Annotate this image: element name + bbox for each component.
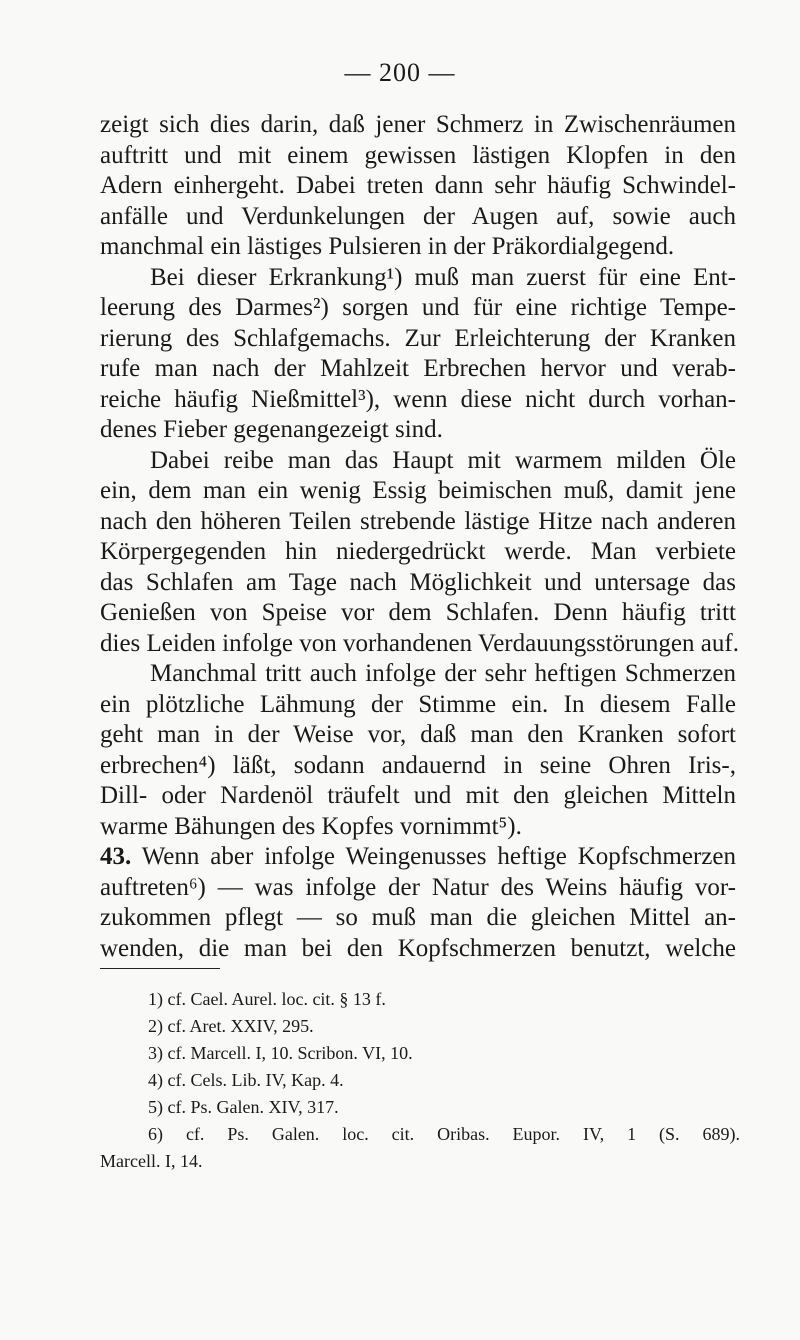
- text-line-content: dies Leiden infolge von vorhandenen Verdauungsstörungen auf.: [100, 629, 739, 657]
- body-text: [100, 110, 739, 964]
- text-line: [100, 324, 736, 355]
- footnote: Marcell. I, 14.: [100, 1151, 203, 1171]
- text-line-content: Dill- oder Nardenöl träufelt und mit den gleichen Mitteln: [100, 782, 736, 809]
- text-line: [100, 720, 736, 751]
- text-line: [100, 598, 736, 629]
- text-line: [100, 873, 736, 904]
- text-line-content: ein, dem man ein wenig Essig beimischen muß, damit jene: [100, 477, 736, 504]
- text-line-content: nach den höheren Teilen strebende lästige Hitze nach anderen: [100, 507, 736, 535]
- text-line: [100, 293, 736, 324]
- text-line-content: rierung des Schlafgemachs. Zur Erleichterung der Kranken: [100, 324, 736, 352]
- text-line-content: Wenn aber infolge Weingenusses heftige Kopfschmerzen: [141, 843, 736, 870]
- footnote: 6) cf. Ps. Galen. loc. cit. Oribas. Eupor. IV, 1 (S. 689).: [148, 1124, 740, 1144]
- footnote: 5) cf. Ps. Galen. XIV, 317.: [148, 1097, 339, 1117]
- footnote: 4) cf. Cels. Lib. IV, Kap. 4.: [148, 1070, 344, 1090]
- footnotes: [100, 986, 740, 1175]
- text-line: [100, 202, 736, 233]
- text-line-content: Dabei reibe man das Haupt mit warmem milden Öle: [150, 446, 736, 474]
- footnote: 1) cf. Cael. Aurel. loc. cit. § 13 f.: [148, 989, 386, 1009]
- text-line: [100, 812, 736, 843]
- footnote: 2) cf. Aret. XXIV, 295.: [148, 1016, 314, 1036]
- text-line-content: geht man in der Weise vor, daß man den Kranken sofort: [100, 721, 736, 748]
- text-line-content: reiche häufig Nießmittel³), wenn diese nicht durch vorhan-: [100, 385, 736, 413]
- text-line-content: erbrechen⁴) läßt, sodann andauernd in seine Ohren Iris-,: [100, 751, 736, 779]
- text-line-content: Manchmal tritt auch infolge der sehr heftigen Schmerzen: [150, 660, 736, 687]
- text-line: [100, 171, 736, 202]
- text-line: [100, 141, 736, 172]
- text-line-content: Körpergegenden hin niedergedrückt werde. Man verbiete: [100, 538, 736, 565]
- text-line-content: denes Fieber gegenangezeigt sind.: [100, 416, 443, 443]
- text-line: [100, 781, 736, 812]
- section-number: 43.: [100, 843, 132, 870]
- text-line-content: rufe man nach der Mahlzeit Erbrechen hervor und verab-: [100, 355, 736, 382]
- text-line-content: zeigt sich dies darin, daß jener Schmerz in Zwischenräumen: [100, 111, 736, 138]
- text-line-content: Adern einhergeht. Dabei treten dann sehr häufig Schwindel-: [100, 172, 736, 199]
- text-line: [100, 232, 736, 263]
- text-line: [100, 415, 736, 446]
- text-line: [100, 629, 739, 660]
- text-line-content: ein plötzliche Lähmung der Stimme ein. In diesem Falle: [100, 690, 736, 718]
- text-line: [100, 934, 736, 965]
- text-line: [100, 568, 736, 599]
- text-line: [100, 659, 736, 690]
- text-line-content: auftreten⁶) — was infolge der Natur des Weins häufig vor-: [100, 873, 736, 901]
- text-line: [100, 507, 736, 538]
- text-line: [100, 446, 736, 477]
- text-line-content: zukommen pflegt — so muß man die gleichen Mittel an-: [100, 904, 736, 931]
- text-line: [100, 263, 736, 294]
- text-line: [100, 476, 736, 507]
- text-line: [100, 903, 736, 934]
- text-line-content: wenden, die man bei den Kopfschmerzen benutzt, welche: [100, 934, 736, 962]
- text-line-content: leerung des Darmes²) sorgen und für eine richtige Tempe-: [100, 294, 736, 321]
- footnote-divider: [100, 968, 220, 969]
- text-line-content: Bei dieser Erkrankung¹) muß man zuerst für eine Ent-: [150, 263, 736, 291]
- text-line: [100, 537, 736, 568]
- text-line: [100, 385, 736, 416]
- text-line-content: auftritt und mit einem gewissen lästigen Klopfen in den: [100, 141, 736, 169]
- page-number: — 200 —: [344, 58, 456, 87]
- text-line-content: anfälle und Verdunkelungen der Augen auf, sowie auch: [100, 202, 736, 230]
- text-line-content: das Schlafen am Tage nach Möglichkeit und untersage das: [100, 568, 736, 596]
- text-line-content: warme Bähungen des Kopfes vornimmt⁵).: [100, 812, 522, 840]
- text-line: [100, 842, 736, 873]
- text-line: [100, 110, 736, 141]
- text-line-content: Genießen von Speise vor dem Schlafen. Denn häufig tritt: [100, 599, 736, 626]
- text-line-content: manchmal ein lästiges Pulsieren in der Präkordialgegend.: [100, 233, 675, 260]
- text-line: [100, 751, 736, 782]
- text-line: [100, 690, 736, 721]
- footnote: 3) cf. Marcell. I, 10. Scribon. VI, 10.: [148, 1043, 413, 1063]
- text-line: [100, 354, 736, 385]
